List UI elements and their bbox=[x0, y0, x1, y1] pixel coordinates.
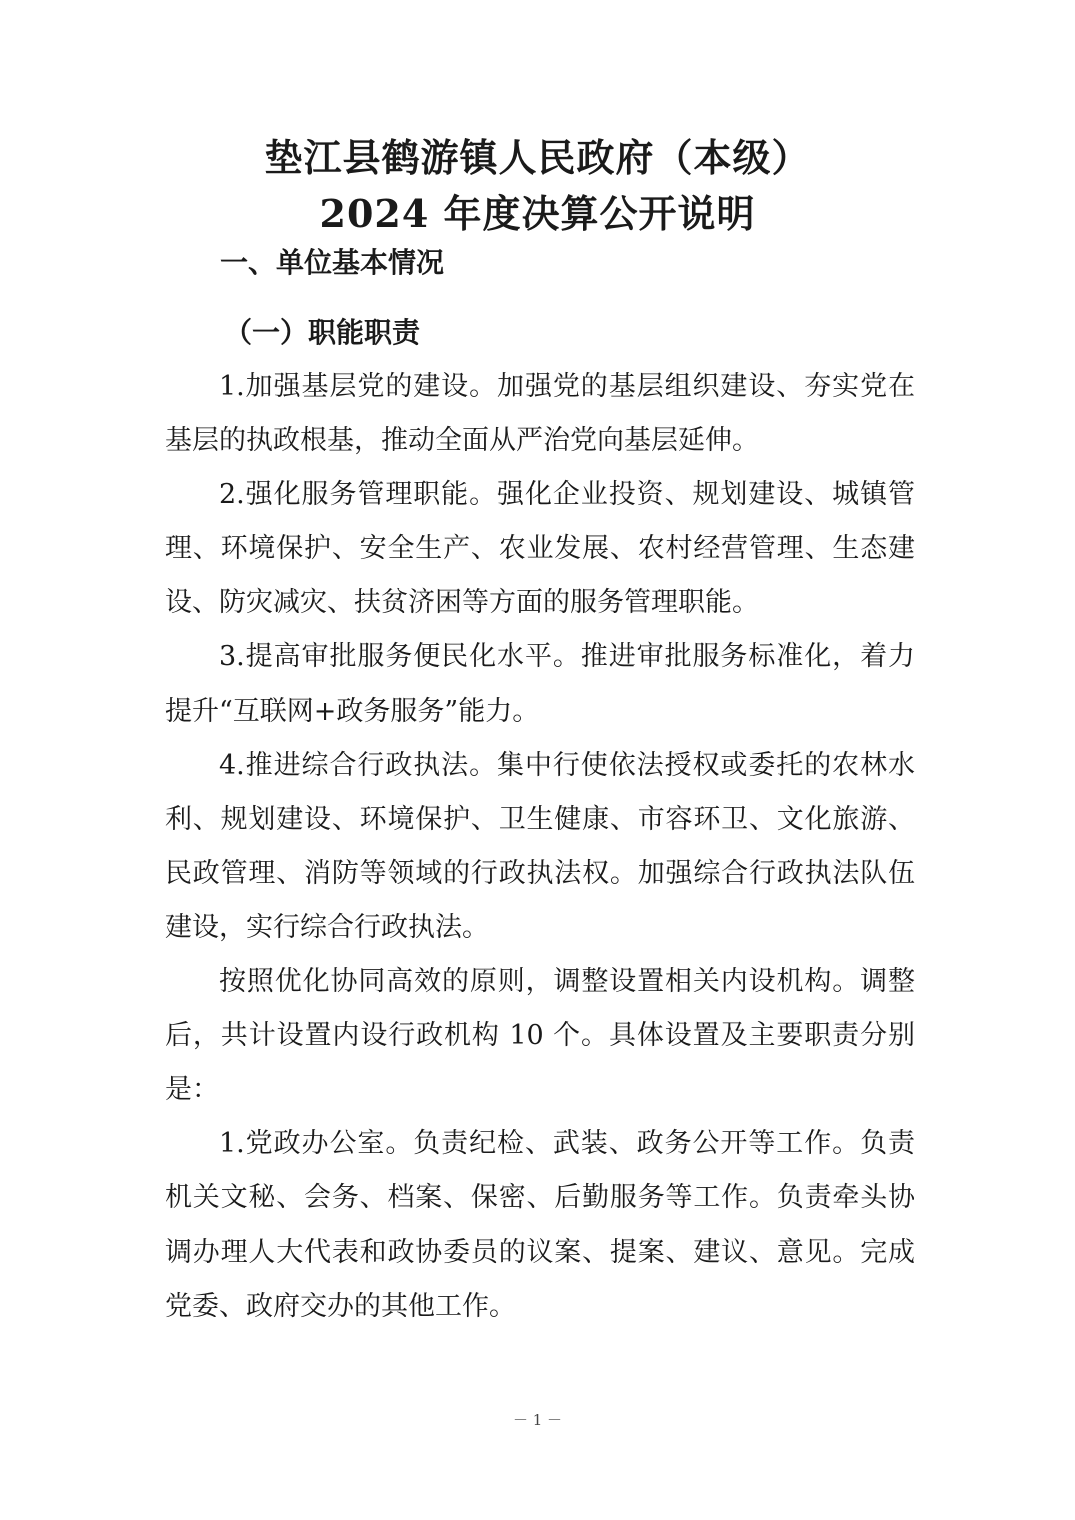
paragraph-6: 1.党政办公室。负责纪检、武装、政务公开等工作。负责机关文秘、会务、档案、保密、后勤服务等工作。负责牵头协调办理人大代表和政协委员的议案、提案、建议、意见。完成党委、政府交办的其他工作。 bbox=[165, 1128, 915, 1322]
page-number: － 1 － bbox=[512, 1411, 563, 1429]
document-title-line-1: 垫江县鹤游镇人民政府（本级） bbox=[264, 135, 811, 180]
document-title-line-2: 2024 年度决算公开说明 bbox=[319, 191, 756, 236]
paragraph-1: 1.加强基层党的建设。加强党的基层组织建设、夯实党在基层的执政根基，推动全面从严治党向基层延伸。 bbox=[165, 371, 915, 457]
paragraph-4: 4.推进综合行政执法。集中行使依法授权或委托的农林水利、规划建设、环境保护、卫生健康、市容环卫、文化旅游、民政管理、消防等领域的行政执法权。加强综合行政执法队伍建设，实行综合行政执法。 bbox=[165, 749, 915, 943]
body-text bbox=[165, 360, 915, 1334]
paragraph-2: 2.强化服务管理职能。强化企业投资、规划建设、城镇管理、环境保护、安全生产、农业发展、农村经营管理、生态建设、防灾减灾、扶贫济困等方面的服务管理职能。 bbox=[165, 479, 915, 619]
paragraph-5: 按照优化协同高效的原则，调整设置相关内设机构。调整后，共计设置内设行政机构 10 个。具体设置及主要职责分别是： bbox=[165, 966, 915, 1106]
paragraph-3: 3.提高审批服务便民化水平。推进审批服务标准化，着力提升“互联网+政务服务”能力。 bbox=[165, 641, 915, 727]
subsection-heading: （一）职能职责 bbox=[224, 316, 421, 349]
section-heading: 一、单位基本情况 bbox=[220, 246, 445, 279]
